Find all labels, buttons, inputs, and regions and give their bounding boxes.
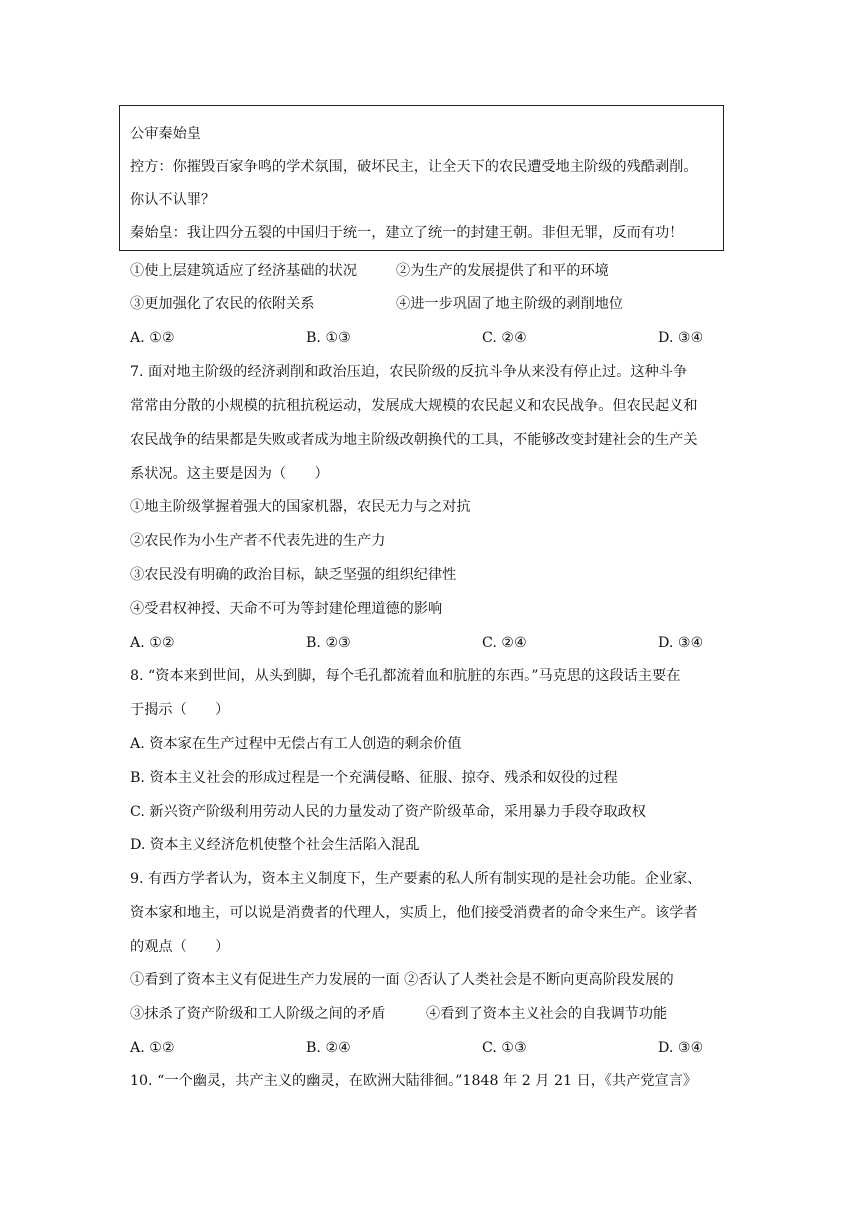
q6-option-d[interactable]: D. ③④: [658, 330, 704, 346]
q7-stem-line-1: 7. 面对地主阶级的经济剥削和政治压迫，农民阶级的反抗斗争从来没有停止过。这种斗争: [130, 364, 688, 380]
q8-stem-line-1: 8. “资本来到世间，从头到脚，每个毛孔都流着血和肮脏的东西。”马克思的这段话主要在: [130, 668, 681, 684]
q7-statement-2: ②农民作为小生产者不代表先进的生产力: [130, 533, 386, 549]
q7-stem-line-4: 系状况。这主要是因为（ ）: [130, 466, 329, 482]
q9-statements-row-2: [130, 1004, 730, 1024]
prosecution-line-1: 控方：你摧毁百家争鸣的学术氛围，破坏民主，让全天下的农民遭受地主阶级的残酷剥削。: [130, 159, 698, 175]
q10-stem-line-1: 10. “一个幽灵，共产主义的幽灵，在欧洲大陆徘徊。”1848 年 2 月 21 日，《共产党宣言》: [130, 1073, 698, 1089]
q6-statement-3: ③更加强化了农民的依附关系: [130, 296, 315, 312]
q7-option-b[interactable]: B. ②③: [306, 635, 351, 651]
q9-option-b[interactable]: B. ②④: [306, 1040, 351, 1056]
q9-stem-line-3: 的观点（ ）: [130, 939, 230, 955]
q9-statement-3: ③抹杀了资产阶级和工人阶级之间的矛盾: [130, 1006, 386, 1022]
q7-statement-4: ④受君权神授、天命不可为等封建伦理道德的影响: [130, 601, 443, 617]
q8-option-d[interactable]: D. 资本主义经济危机使整个社会生活陷入混乱: [130, 837, 420, 853]
q7-stem-line-2: 常常由分散的小规模的抗租抗税运动，发展成大规模的农民起义和农民战争。但农民起义和: [130, 398, 698, 414]
q9-statements-1-2: ①看到了资本主义有促进生产力发展的一面 ②否认了人类社会是不断向更高阶段发展的: [130, 972, 674, 988]
q7-option-a[interactable]: A. ①②: [130, 635, 175, 651]
q6-statement-4: ④进一步巩固了地主阶级的剥削地位: [396, 296, 624, 312]
q6-statement-2: ②为生产的发展提供了和平的环境: [396, 263, 609, 279]
q8-option-a[interactable]: A. 资本家在生产过程中无偿占有工人创造的剩余价值: [130, 736, 462, 752]
q6-option-b[interactable]: B. ①③: [306, 330, 351, 346]
q6-option-a[interactable]: A. ①②: [130, 330, 175, 346]
q9-option-d[interactable]: D. ③④: [658, 1040, 704, 1056]
q8-stem-line-2: 于揭示（ ）: [130, 702, 230, 718]
q7-option-d[interactable]: D. ③④: [658, 635, 704, 651]
trial-dialogue-box: [119, 105, 724, 251]
q8-option-b[interactable]: B. 资本主义社会的形成过程是一个充满侵略、征服、掠夺、残杀和奴役的过程: [130, 770, 618, 786]
q6-statement-1: ①使上层建筑适应了经济基础的状况: [130, 263, 358, 279]
q7-options: [130, 633, 730, 653]
q9-statement-4: ④看到了资本主义社会的自我调节功能: [426, 1006, 668, 1022]
q7-statement-3: ③农民没有明确的政治目标，缺乏坚强的组织纪律性: [130, 567, 457, 583]
q9-option-c[interactable]: C. ①③: [482, 1040, 527, 1056]
q8-option-c[interactable]: C. 新兴资产阶级利用劳动人民的力量发动了资产阶级革命，采用暴力手段夺取政权: [130, 804, 646, 820]
q6-statements-row-2: [130, 294, 730, 314]
q7-option-c[interactable]: C. ②④: [482, 635, 527, 651]
prosecution-line-2: 你认不认罪？: [130, 192, 216, 208]
q9-stem-line-1: 9. 有西方学者认为，资本主义制度下，生产要素的私人所有制实现的是社会功能。企业家、: [130, 871, 702, 887]
q9-stem-line-2: 资本家和地主，可以说是消费者的代理人，实质上，他们接受消费者的命令来生产。该学者: [130, 905, 698, 921]
q6-statements-row-1: [130, 261, 730, 281]
q9-options: [130, 1038, 730, 1058]
defense-line: 秦始皇：我让四分五裂的中国归于统一，建立了统一的封建王朝。非但无罪，反而有功！: [130, 225, 684, 241]
q6-option-c[interactable]: C. ②④: [482, 330, 527, 346]
q6-options: [130, 328, 730, 348]
q7-stem-line-3: 农民战争的结果都是失败或者成为地主阶级改朝换代的工具，不能够改变封建社会的生产关: [130, 432, 698, 448]
q9-option-a[interactable]: A. ①②: [130, 1040, 175, 1056]
q7-statement-1: ①地主阶级掌握着强大的国家机器，农民无力与之对抗: [130, 499, 471, 515]
box-title: 公审秦始皇: [130, 126, 201, 142]
